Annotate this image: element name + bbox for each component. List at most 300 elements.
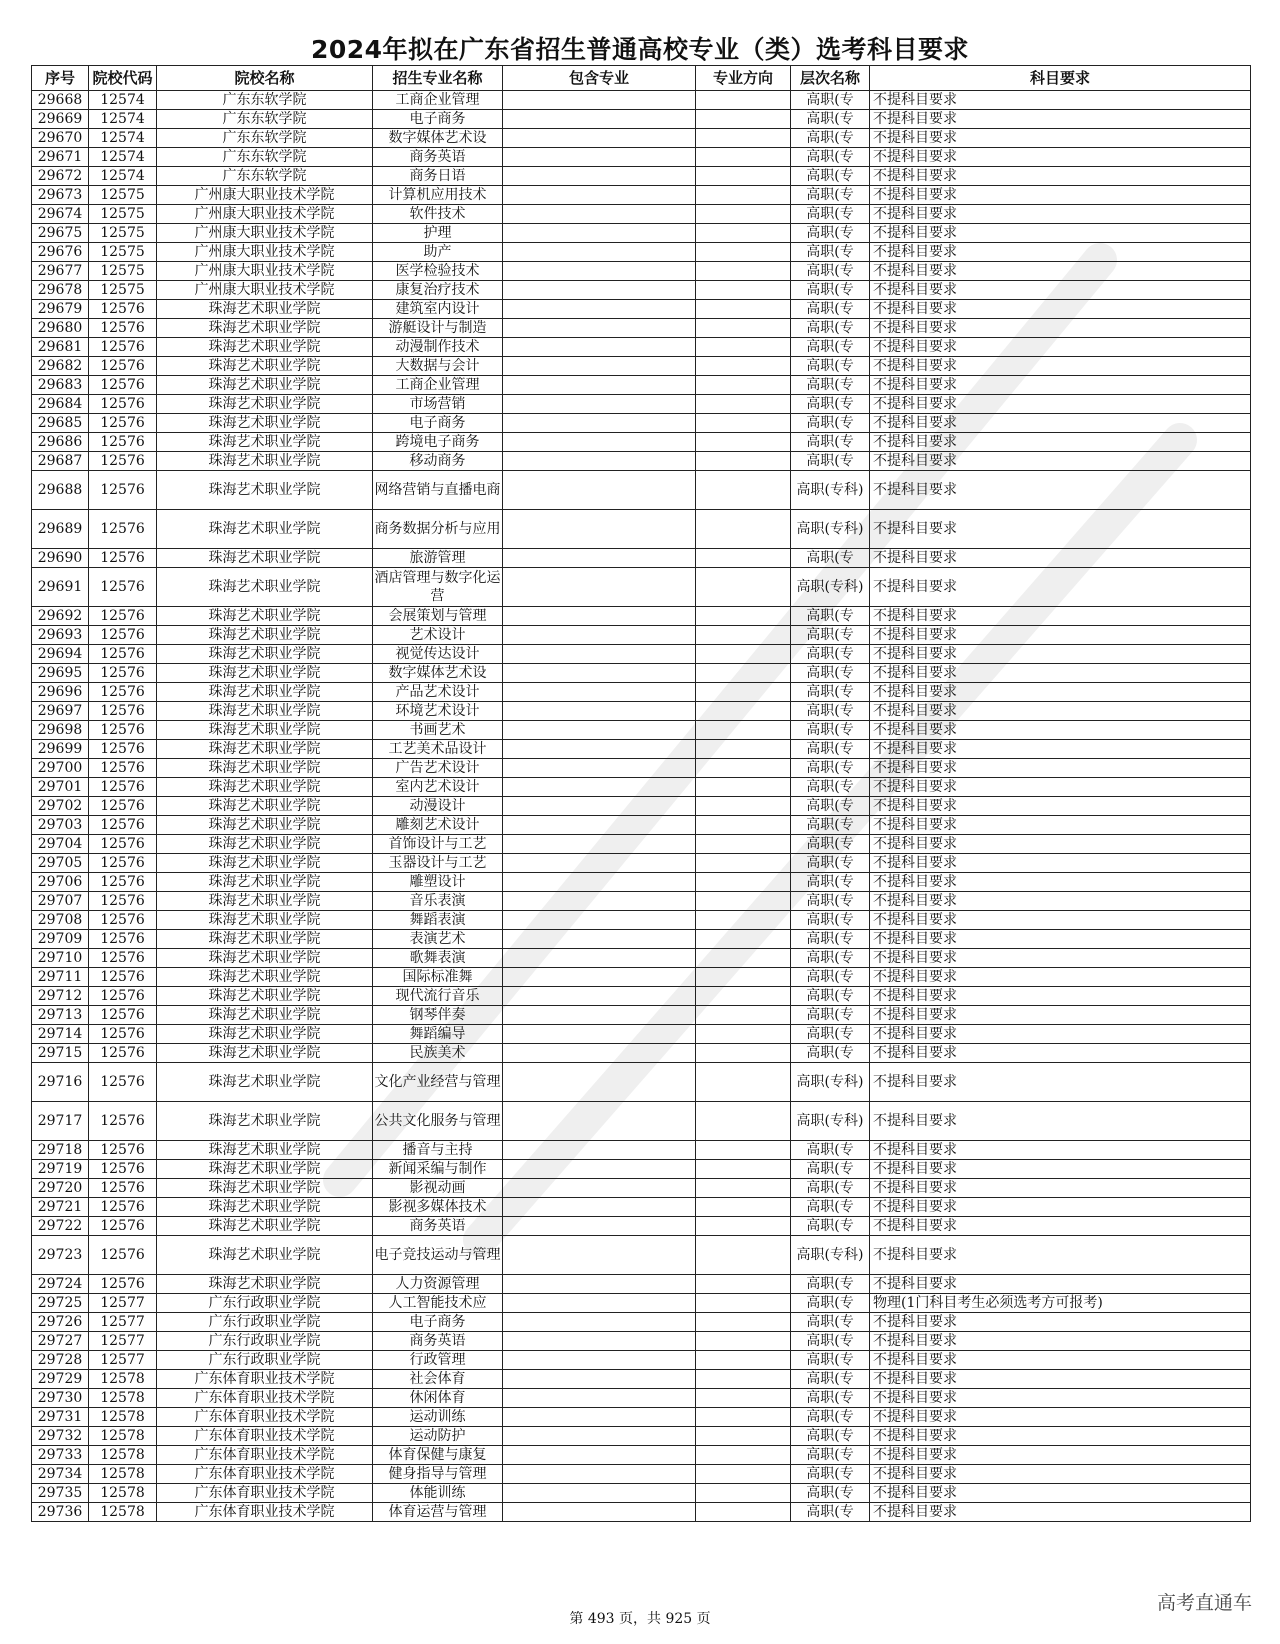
level-name-cell: 高职(专 [791,395,870,414]
included-majors-cell [503,949,696,968]
school-code-cell: 12576 [89,683,157,702]
row-index-cell: 29698 [32,721,89,740]
major-direction-cell [696,1025,791,1044]
school-name-cell: 珠海艺术职业学院 [157,395,373,414]
major-name-cell: 建筑室内设计 [373,300,503,319]
major-name-cell: 市场营销 [373,395,503,414]
table-row [32,759,1251,778]
school-name-cell: 珠海艺术职业学院 [157,607,373,626]
included-majors-cell [503,148,696,167]
included-majors-cell [503,300,696,319]
subject-requirement-cell: 不提科目要求 [870,1408,1251,1427]
level-name-cell: 高职(专 [791,1179,870,1198]
level-name-cell: 高职(专 [791,205,870,224]
table-row [32,357,1251,376]
subject-requirement-cell: 不提科目要求 [870,1006,1251,1025]
major-direction-cell [696,300,791,319]
table-row [32,262,1251,281]
level-name-cell: 高职(专 [791,1484,870,1503]
major-direction-cell [696,224,791,243]
school-name-cell: 珠海艺术职业学院 [157,702,373,721]
row-index-cell: 29670 [32,129,89,148]
table-row [32,1313,1251,1332]
subject-requirement-cell: 不提科目要求 [870,186,1251,205]
major-name-cell: 钢琴伴奏 [373,1006,503,1025]
included-majors-cell [503,243,696,262]
row-index-cell: 29709 [32,930,89,949]
major-direction-cell [696,357,791,376]
major-name-cell: 社会体育 [373,1370,503,1389]
school-code-cell: 12576 [89,452,157,471]
row-index-cell: 29731 [32,1408,89,1427]
included-majors-cell [503,1389,696,1408]
major-name-cell: 表演艺术 [373,930,503,949]
school-code-cell: 12574 [89,91,157,110]
included-majors-cell [503,338,696,357]
school-name-cell: 珠海艺术职业学院 [157,949,373,968]
table-row [32,1006,1251,1025]
included-majors-cell [503,549,696,568]
subject-requirement-cell: 不提科目要求 [870,338,1251,357]
table-row [32,892,1251,911]
table-row [32,1332,1251,1351]
school-code-cell: 12576 [89,1025,157,1044]
major-name-cell: 护理 [373,224,503,243]
school-code-cell: 12574 [89,148,157,167]
row-index-cell: 29674 [32,205,89,224]
school-name-cell: 珠海艺术职业学院 [157,911,373,930]
school-name-cell: 广东体育职业技术学院 [157,1503,373,1522]
major-direction-cell [696,607,791,626]
school-code-cell: 12576 [89,987,157,1006]
school-code-cell: 12575 [89,224,157,243]
major-direction-cell [696,281,791,300]
row-index-cell: 29720 [32,1179,89,1198]
school-code-cell: 12576 [89,930,157,949]
school-code-cell: 12576 [89,1275,157,1294]
level-name-cell: 高职(专 [791,949,870,968]
included-majors-cell [503,759,696,778]
school-code-cell: 12576 [89,721,157,740]
school-code-cell: 12575 [89,281,157,300]
column-header: 层次名称 [791,66,870,91]
school-code-cell: 12576 [89,645,157,664]
major-direction-cell [696,1275,791,1294]
table-row [32,395,1251,414]
major-direction-cell [696,205,791,224]
included-majors-cell [503,854,696,873]
major-direction-cell [696,1044,791,1063]
table-row [32,1351,1251,1370]
row-index-cell: 29705 [32,854,89,873]
major-name-cell: 体育运营与管理 [373,1503,503,1522]
school-code-cell: 12576 [89,835,157,854]
major-direction-cell [696,721,791,740]
major-name-cell: 动漫设计 [373,797,503,816]
school-name-cell: 广东体育职业技术学院 [157,1389,373,1408]
major-direction-cell [696,1389,791,1408]
subject-requirement-cell: 不提科目要求 [870,471,1251,510]
table-row [32,797,1251,816]
level-name-cell: 高职(专 [791,892,870,911]
school-name-cell: 珠海艺术职业学院 [157,816,373,835]
major-name-cell: 影视多媒体技术 [373,1198,503,1217]
level-name-cell: 高职(专科) [791,471,870,510]
table-row [32,1275,1251,1294]
school-code-cell: 12576 [89,968,157,987]
major-name-cell: 移动商务 [373,452,503,471]
major-direction-cell [696,702,791,721]
included-majors-cell [503,968,696,987]
level-name-cell: 高职(专 [791,816,870,835]
school-name-cell: 广州康大职业技术学院 [157,224,373,243]
major-name-cell: 商务数据分析与应用 [373,510,503,549]
included-majors-cell [503,645,696,664]
subject-requirement-cell: 不提科目要求 [870,645,1251,664]
school-name-cell: 珠海艺术职业学院 [157,1044,373,1063]
level-name-cell: 高职(专 [791,243,870,262]
school-code-cell: 12576 [89,357,157,376]
school-code-cell: 12576 [89,892,157,911]
included-majors-cell [503,357,696,376]
school-name-cell: 珠海艺术职业学院 [157,778,373,797]
brand-label: 高考直通车 [1156,1592,1252,1614]
school-code-cell: 12576 [89,1236,157,1275]
table-row [32,1160,1251,1179]
subject-requirement-cell: 不提科目要求 [870,568,1251,607]
school-code-cell: 12576 [89,395,157,414]
major-name-cell: 产品艺术设计 [373,683,503,702]
included-majors-cell [503,778,696,797]
row-index-cell: 29712 [32,987,89,1006]
major-direction-cell [696,854,791,873]
included-majors-cell [503,892,696,911]
subject-requirement-cell: 不提科目要求 [870,702,1251,721]
level-name-cell: 高职(专 [791,683,870,702]
major-direction-cell [696,816,791,835]
level-name-cell: 高职(专 [791,1025,870,1044]
school-code-cell: 12578 [89,1408,157,1427]
school-name-cell: 珠海艺术职业学院 [157,892,373,911]
page-title: 2024年拟在广东省招生普通高校专业（类）选考科目要求 [310,35,970,64]
subject-requirement-cell: 不提科目要求 [870,1236,1251,1275]
school-code-cell: 12576 [89,949,157,968]
major-name-cell: 助产 [373,243,503,262]
major-direction-cell [696,873,791,892]
major-direction-cell [696,740,791,759]
school-name-cell: 广东体育职业技术学院 [157,1484,373,1503]
subject-requirement-cell: 不提科目要求 [870,911,1251,930]
included-majors-cell [503,1351,696,1370]
school-name-cell: 广州康大职业技术学院 [157,262,373,281]
included-majors-cell [503,835,696,854]
major-name-cell: 商务英语 [373,1332,503,1351]
school-name-cell: 珠海艺术职业学院 [157,433,373,452]
major-direction-cell [696,930,791,949]
major-name-cell: 国际标准舞 [373,968,503,987]
school-name-cell: 广东东软学院 [157,129,373,148]
school-code-cell: 12576 [89,664,157,683]
school-name-cell: 珠海艺术职业学院 [157,835,373,854]
level-name-cell: 高职(专 [791,702,870,721]
level-name-cell: 高职(专 [791,281,870,300]
school-code-cell: 12576 [89,1006,157,1025]
major-name-cell: 体育保健与康复 [373,1446,503,1465]
major-name-cell: 文化产业经营与管理 [373,1063,503,1102]
school-code-cell: 12576 [89,414,157,433]
level-name-cell: 高职(专 [791,319,870,338]
major-direction-cell [696,759,791,778]
subject-requirement-cell: 不提科目要求 [870,148,1251,167]
school-code-cell: 12576 [89,1179,157,1198]
row-index-cell: 29711 [32,968,89,987]
level-name-cell: 高职(专 [791,1389,870,1408]
subject-requirement-cell: 不提科目要求 [870,1484,1251,1503]
table-row [32,778,1251,797]
subject-requirement-cell: 不提科目要求 [870,607,1251,626]
row-index-cell: 29693 [32,626,89,645]
row-index-cell: 29697 [32,702,89,721]
row-index-cell: 29724 [32,1275,89,1294]
school-code-cell: 12576 [89,873,157,892]
row-index-cell: 29703 [32,816,89,835]
major-direction-cell [696,1332,791,1351]
subject-requirement-cell: 不提科目要求 [870,1332,1251,1351]
subject-requirement-cell: 不提科目要求 [870,1427,1251,1446]
major-name-cell: 人工智能技术应 [373,1294,503,1313]
table-row [32,338,1251,357]
major-name-cell: 跨境电子商务 [373,433,503,452]
major-name-cell: 运动训练 [373,1408,503,1427]
major-name-cell: 体能训练 [373,1484,503,1503]
table-row [32,1446,1251,1465]
school-name-cell: 珠海艺术职业学院 [157,357,373,376]
table-row [32,626,1251,645]
subject-requirement-cell: 不提科目要求 [870,224,1251,243]
table-row [32,186,1251,205]
table-row [32,683,1251,702]
subject-requirement-cell: 不提科目要求 [870,892,1251,911]
included-majors-cell [503,319,696,338]
major-direction-cell [696,1427,791,1446]
school-code-cell: 12578 [89,1446,157,1465]
major-name-cell: 大数据与会计 [373,357,503,376]
subject-requirement-cell: 不提科目要求 [870,835,1251,854]
subject-requirement-cell: 不提科目要求 [870,510,1251,549]
row-index-cell: 29688 [32,471,89,510]
included-majors-cell [503,1179,696,1198]
school-code-cell: 12576 [89,319,157,338]
major-name-cell: 书画艺术 [373,721,503,740]
subject-requirement-cell: 不提科目要求 [870,262,1251,281]
row-index-cell: 29683 [32,376,89,395]
row-index-cell: 29729 [32,1370,89,1389]
level-name-cell: 高职(专 [791,148,870,167]
subject-requirement-cell: 不提科目要求 [870,452,1251,471]
subject-requirement-cell: 不提科目要求 [870,930,1251,949]
row-index-cell: 29708 [32,911,89,930]
level-name-cell: 高职(专 [791,167,870,186]
level-name-cell: 高职(专 [791,433,870,452]
subject-requirement-cell: 不提科目要求 [870,1179,1251,1198]
subject-requirement-cell: 不提科目要求 [870,167,1251,186]
included-majors-cell [503,607,696,626]
school-code-cell: 12576 [89,702,157,721]
major-direction-cell [696,626,791,645]
table-row [32,854,1251,873]
table-row [32,987,1251,1006]
table-row [32,1236,1251,1275]
school-name-cell: 珠海艺术职业学院 [157,1141,373,1160]
major-direction-cell [696,1313,791,1332]
included-majors-cell [503,702,696,721]
included-majors-cell [503,873,696,892]
major-name-cell: 雕塑设计 [373,873,503,892]
subject-requirement-cell: 不提科目要求 [870,683,1251,702]
school-code-cell: 12576 [89,549,157,568]
level-name-cell: 高职(专 [791,1427,870,1446]
included-majors-cell [503,816,696,835]
included-majors-cell [503,1160,696,1179]
page-footer: 第 493 页，共 925 页 [569,1611,711,1627]
school-name-cell: 珠海艺术职业学院 [157,510,373,549]
level-name-cell: 高职(专科) [791,1063,870,1102]
row-index-cell: 29718 [32,1141,89,1160]
major-direction-cell [696,243,791,262]
subject-requirement-cell: 不提科目要求 [870,243,1251,262]
major-direction-cell [696,1294,791,1313]
table-row [32,1179,1251,1198]
school-code-cell: 12577 [89,1351,157,1370]
subject-requirement-cell: 不提科目要求 [870,1063,1251,1102]
table-row [32,1141,1251,1160]
included-majors-cell [503,721,696,740]
subject-requirement-cell: 不提科目要求 [870,1141,1251,1160]
level-name-cell: 高职(专 [791,835,870,854]
level-name-cell: 高职(专 [791,930,870,949]
level-name-cell: 高职(专 [791,968,870,987]
school-code-cell: 12576 [89,1044,157,1063]
row-index-cell: 29695 [32,664,89,683]
level-name-cell: 高职(专 [791,338,870,357]
row-index-cell: 29702 [32,797,89,816]
subject-requirement-cell: 不提科目要求 [870,300,1251,319]
included-majors-cell [503,471,696,510]
table-row [32,1025,1251,1044]
level-name-cell: 高职(专 [791,1217,870,1236]
major-direction-cell [696,1160,791,1179]
school-name-cell: 广东东软学院 [157,91,373,110]
included-majors-cell [503,664,696,683]
major-name-cell: 玉器设计与工艺 [373,854,503,873]
table-row [32,224,1251,243]
row-index-cell: 29704 [32,835,89,854]
major-direction-cell [696,664,791,683]
table-row [32,452,1251,471]
level-name-cell: 高职(专 [791,1370,870,1389]
included-majors-cell [503,281,696,300]
school-name-cell: 广州康大职业技术学院 [157,186,373,205]
included-majors-cell [503,1427,696,1446]
subject-requirement-cell: 不提科目要求 [870,1025,1251,1044]
subject-requirement-cell: 不提科目要求 [870,319,1251,338]
level-name-cell: 高职(专 [791,1465,870,1484]
level-name-cell: 高职(专 [791,626,870,645]
row-index-cell: 29700 [32,759,89,778]
level-name-cell: 高职(专 [791,357,870,376]
row-index-cell: 29736 [32,1503,89,1522]
school-name-cell: 珠海艺术职业学院 [157,740,373,759]
major-name-cell: 动漫制作技术 [373,338,503,357]
level-name-cell: 高职(专 [791,873,870,892]
school-name-cell: 珠海艺术职业学院 [157,549,373,568]
major-direction-cell [696,471,791,510]
school-code-cell: 12576 [89,1063,157,1102]
table-row [32,129,1251,148]
major-direction-cell [696,148,791,167]
school-code-cell: 12576 [89,568,157,607]
school-code-cell: 12577 [89,1294,157,1313]
subject-requirement-cell: 不提科目要求 [870,664,1251,683]
row-index-cell: 29728 [32,1351,89,1370]
level-name-cell: 高职(专 [791,91,870,110]
major-name-cell: 首饰设计与工艺 [373,835,503,854]
column-header: 院校代码 [89,66,157,91]
row-index-cell: 29723 [32,1236,89,1275]
table-row [32,91,1251,110]
table-row [32,414,1251,433]
column-header: 招生专业名称 [373,66,503,91]
school-name-cell: 广东行政职业学院 [157,1351,373,1370]
major-name-cell: 视觉传达设计 [373,645,503,664]
school-name-cell: 珠海艺术职业学院 [157,1063,373,1102]
level-name-cell: 高职(专 [791,110,870,129]
school-name-cell: 广东行政职业学院 [157,1294,373,1313]
table-row [32,110,1251,129]
row-index-cell: 29672 [32,167,89,186]
school-name-cell: 珠海艺术职业学院 [157,721,373,740]
subject-requirement-cell: 不提科目要求 [870,129,1251,148]
row-index-cell: 29713 [32,1006,89,1025]
row-index-cell: 29696 [32,683,89,702]
included-majors-cell [503,1408,696,1427]
subject-requirement-cell: 不提科目要求 [870,91,1251,110]
school-name-cell: 珠海艺术职业学院 [157,300,373,319]
school-name-cell: 珠海艺术职业学院 [157,568,373,607]
school-code-cell: 12576 [89,607,157,626]
school-code-cell: 12576 [89,797,157,816]
major-direction-cell [696,338,791,357]
row-index-cell: 29668 [32,91,89,110]
major-direction-cell [696,376,791,395]
subject-requirement-cell: 不提科目要求 [870,1313,1251,1332]
major-direction-cell [696,568,791,607]
column-header: 专业方向 [696,66,791,91]
subject-requirement-cell: 不提科目要求 [870,110,1251,129]
major-direction-cell [696,91,791,110]
included-majors-cell [503,224,696,243]
row-index-cell: 29701 [32,778,89,797]
row-index-cell: 29732 [32,1427,89,1446]
school-name-cell: 珠海艺术职业学院 [157,987,373,1006]
major-direction-cell [696,452,791,471]
school-name-cell: 珠海艺术职业学院 [157,626,373,645]
table-row [32,645,1251,664]
level-name-cell: 高职(专 [791,376,870,395]
school-code-cell: 12576 [89,510,157,549]
major-name-cell: 工商企业管理 [373,91,503,110]
major-name-cell: 商务英语 [373,1217,503,1236]
